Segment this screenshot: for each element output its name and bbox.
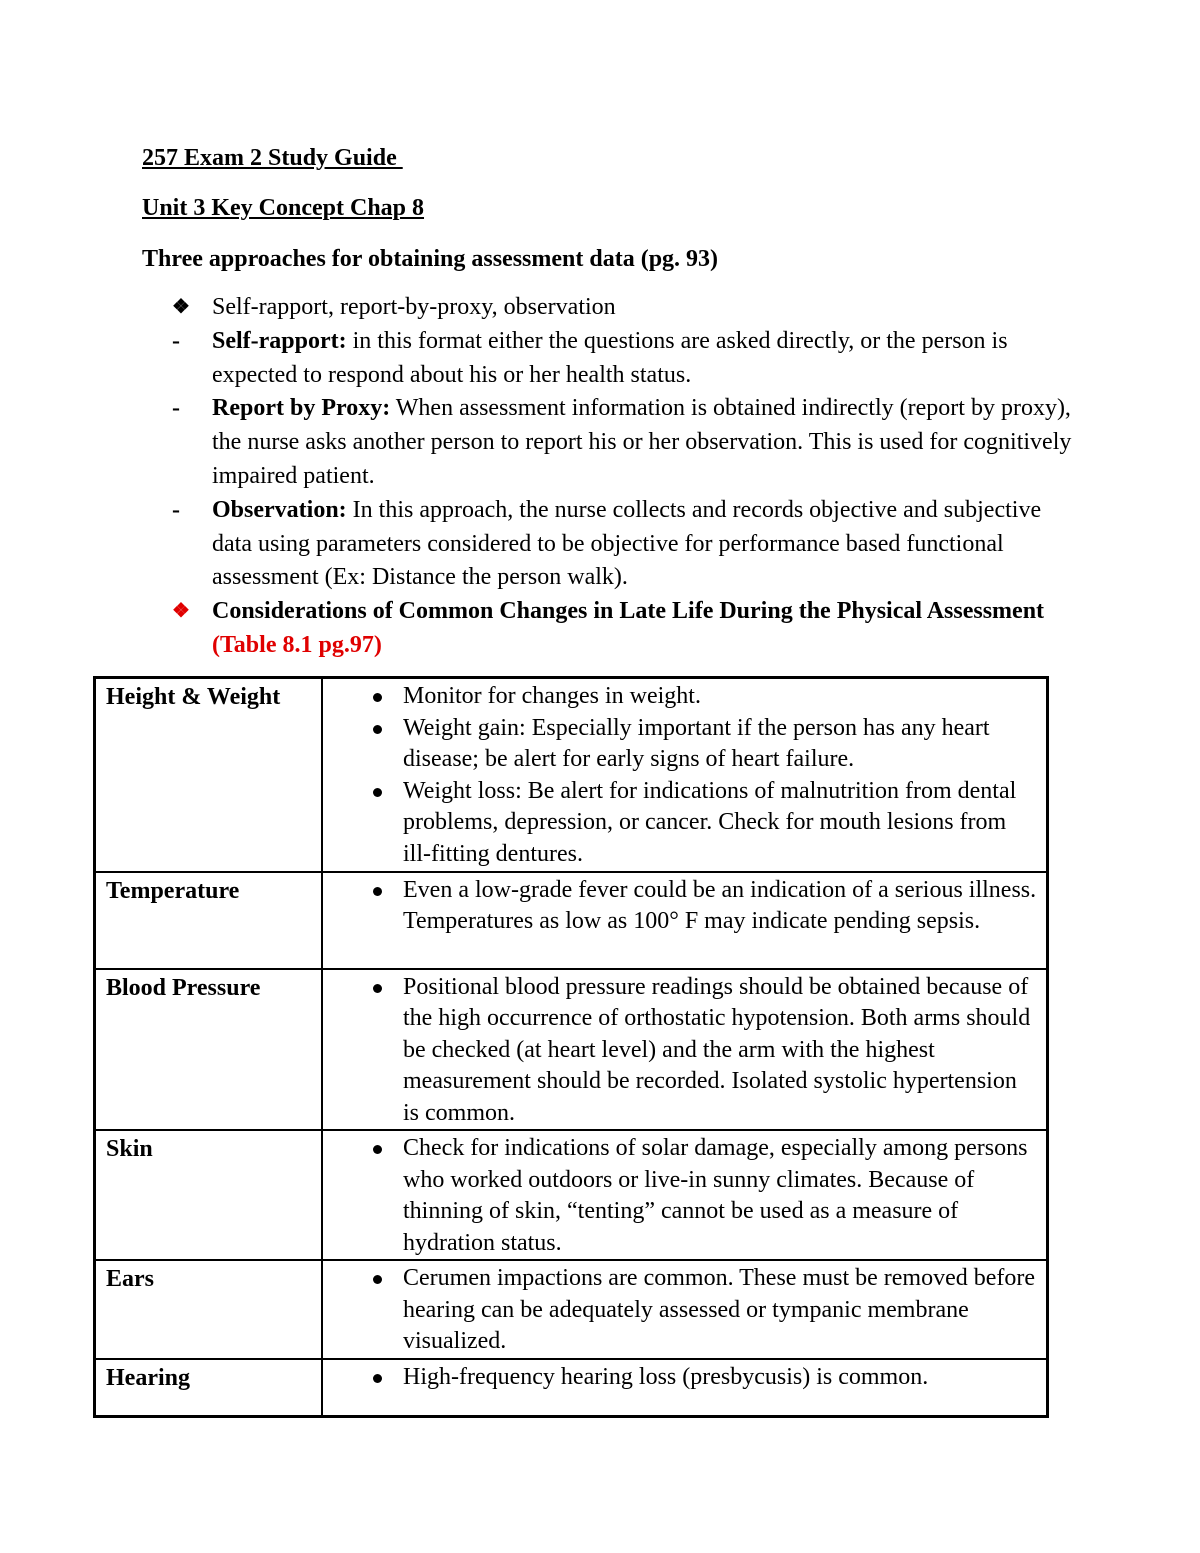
notes-cell — [322, 969, 1048, 1131]
considerations-text: Considerations of Common Changes in Late Life During the Physical Assessment — [212, 598, 1045, 625]
dash-bullet-icon: - — [172, 327, 180, 354]
category-cell: Height & Weight — [95, 678, 323, 872]
assessment-table — [93, 676, 1049, 1418]
item-text: Self-rapport, report-by-proxy, observation — [212, 294, 616, 320]
note-item: Positional blood pressure readings should be obtained because of the high occurrence of orthostatic hypotension. Both arms should be checked (at heart level) and the arm with the highest measurement should be recorded. Isolated systolic hypertension is common. — [323, 972, 1038, 1130]
notes-cell — [322, 1359, 1048, 1417]
list-item — [172, 325, 1072, 393]
note-item: Weight loss: Be alert for indications of malnutrition from dental problems, depression, or cancer. Check for mouth lesions from ill-fitting dentures. — [323, 776, 1038, 871]
section-heading: Three approaches for obtaining assessment data (pg. 93) — [142, 246, 719, 272]
category-cell: Blood Pressure — [95, 969, 323, 1131]
note-item: Even a low-grade fever could be an indication of a serious illness. Temperatures as low as 100° F may indicate pending sepsis. — [323, 875, 1038, 938]
list-item — [172, 595, 1072, 663]
unit-subtitle: Unit 3 Key Concept Chap 8 — [142, 195, 425, 221]
notes-cell — [322, 678, 1048, 872]
diamond-bullet-icon: ❖ — [172, 296, 190, 318]
table-row — [95, 1130, 1048, 1260]
dash-bullet-icon: - — [172, 395, 180, 422]
red-diamond-bullet-icon: ❖ — [172, 600, 190, 623]
item-text: in this format either the questions are asked directly, or the person is expected to respond about his or her health status. — [212, 327, 1008, 388]
list-item — [172, 494, 1072, 595]
category-cell: Hearing — [95, 1359, 323, 1417]
note-item: High-frequency hearing loss (presbycusis) is common. — [323, 1362, 1038, 1394]
notes-cell — [322, 1130, 1048, 1260]
dash-bullet-icon: - — [172, 496, 180, 523]
table-row — [95, 969, 1048, 1131]
note-item: Check for indications of solar damage, especially among persons who worked outdoors or live-in sunny climates. Because of thinning of skin, “tenting” cannot be used as a measure of hydration status. — [323, 1133, 1038, 1259]
table-row — [95, 872, 1048, 969]
notes-cell — [322, 872, 1048, 969]
item-label: Self-rapport: — [212, 327, 347, 354]
table-row — [95, 678, 1048, 872]
table-row — [95, 1359, 1048, 1417]
item-text: When assessment information is obtained indirectly (report by proxy), the nurse asks another person to report his or her observation. This is used for cognitively impaired patient. — [212, 395, 1072, 489]
approaches-list — [172, 291, 1072, 663]
category-cell: Ears — [95, 1260, 323, 1359]
item-text: In this approach, the nurse collects and records objective and subjective data using parameters considered to be objective for performance based functional assessment (Ex: Distance the person walk). — [212, 496, 1042, 591]
list-item — [172, 392, 1072, 493]
category-cell: Temperature — [95, 872, 323, 969]
note-item: Monitor for changes in weight. — [323, 681, 1038, 713]
note-item: Weight gain: Especially important if the person has any heart disease; be alert for early signs of heart failure. — [323, 713, 1038, 776]
item-label: Observation: — [212, 496, 347, 523]
document-title: 257 Exam 2 Study Guide — [142, 145, 403, 171]
item-label: Report by Proxy: — [212, 395, 391, 422]
list-item — [172, 291, 1072, 325]
table-reference: (Table 8.1 pg.97) — [212, 631, 382, 658]
category-cell: Skin — [95, 1130, 323, 1260]
notes-cell — [322, 1260, 1048, 1359]
table-row — [95, 1260, 1048, 1359]
note-item: Cerumen impactions are common. These must be removed before hearing can be adequately assessed or tympanic membrane visualized. — [323, 1263, 1038, 1358]
